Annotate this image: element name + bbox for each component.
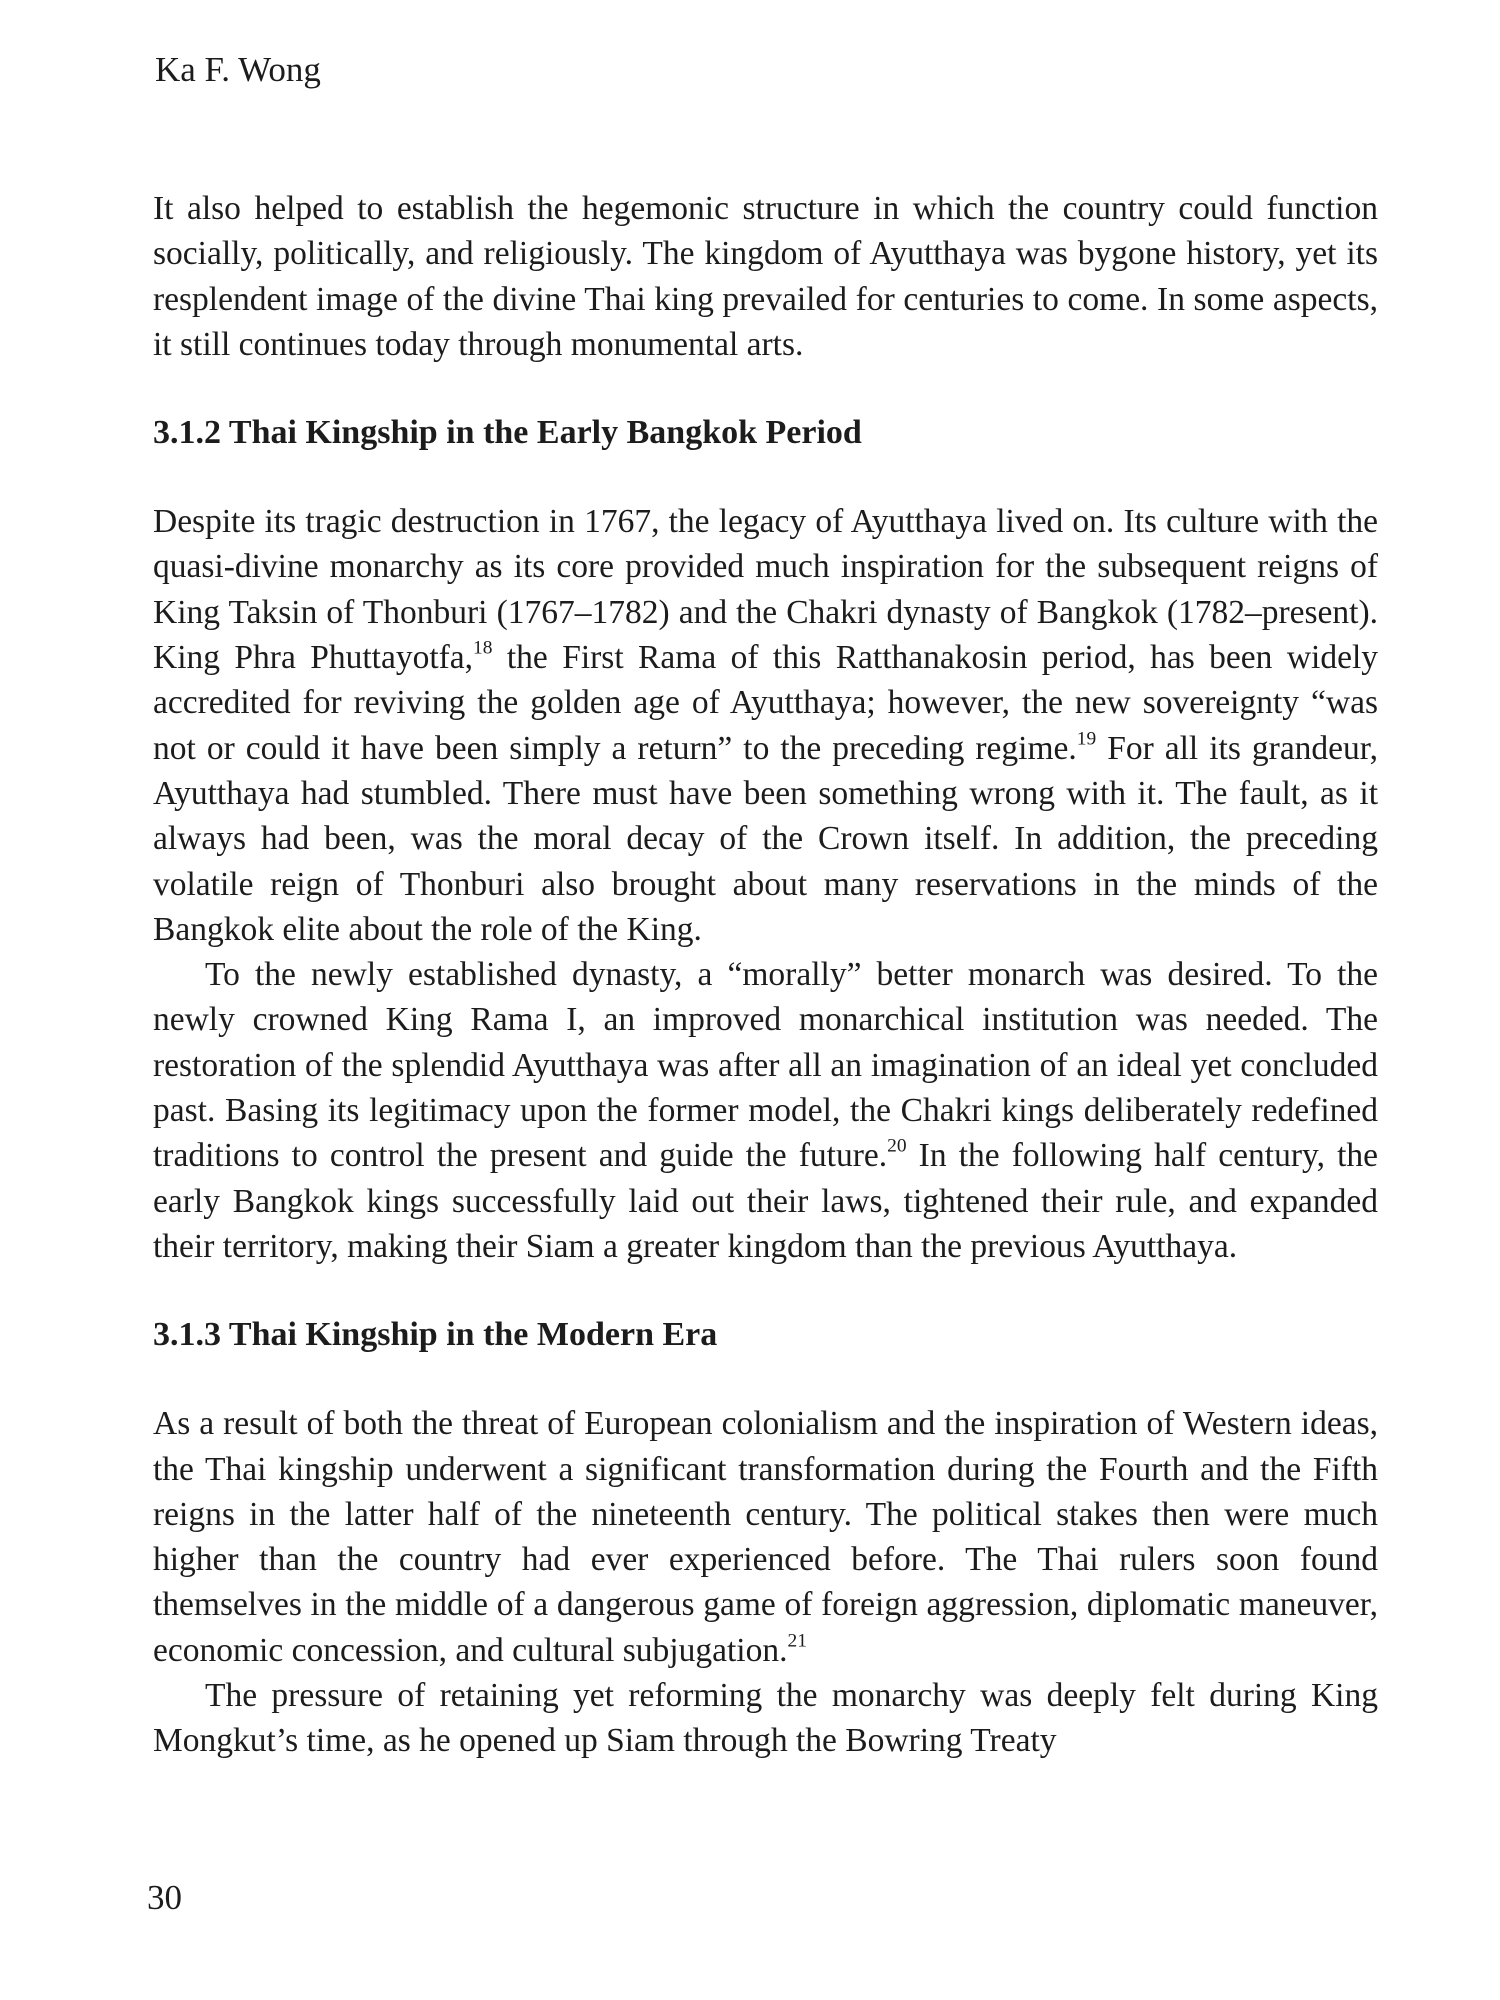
page-body xyxy=(153,186,1378,1764)
text-run: the First Rama of this Ratthanakosin period, has been widely accredited for reviving the golden age of Ayutthaya; however, the new sovereignty “was not or could it have been simply a return” to the preceding regime. xyxy=(153,639,1379,767)
footnote-ref-19: 19 xyxy=(1076,728,1097,750)
section-heading-early-bangkok: 3.1.2 Thai Kingship in the Early Bangkok Period xyxy=(153,414,862,452)
paragraph-mongkut: The pressure of retaining yet reforming the monarchy was deeply felt during King Mongkut’s time, as he opened up Siam through the Bowring Treaty xyxy=(153,1677,1378,1760)
footnote-ref-20: 20 xyxy=(887,1135,907,1157)
page-number: 30 xyxy=(147,1878,182,1917)
footnote-ref-21: 21 xyxy=(787,1630,807,1652)
paragraph-intro: It also helped to establish the hegemonic structure in which the country could function socially, politically, and religiously. The kingdom of Ayutthaya was bygone history, yet its resplendent image of the divine Thai king prevailed for centuries to come. In some aspects, it still continues today through monumental arts. xyxy=(153,190,1378,363)
footnote-ref-18: 18 xyxy=(473,637,493,659)
paragraph-ayutthaya-legacy xyxy=(153,499,1378,952)
section-heading-modern-era: 3.1.3 Thai Kingship in the Modern Era xyxy=(153,1316,718,1354)
paragraph-chakri-dynasty xyxy=(153,952,1378,1269)
running-head: Ka F. Wong xyxy=(155,50,321,89)
text-run: In the following half century, the early Bangkok kings successfully laid out their laws, tightened their rule, and expanded their territory, making their Siam a greater kingdom than the previous Ayutthaya. xyxy=(153,1137,1378,1265)
text-run: For all its grandeur, Ayutthaya had stumbled. There must have been something wrong with it. The fault, as it always had been, was the moral decay of the Crown itself. In addition, the preceding volatile reign of Thonburi also brought about many reservations in the minds of the Bangkok elite about the role of the King. xyxy=(153,729,1378,948)
text-run: To the newly established dynasty, a “morally” better monarch was desired. To the newly crowned King Rama I, an improved monarchical institution was needed. The restoration of the splendid Ayutthaya was after all an imagination of an ideal yet concluded past. Basing its legitimacy upon the former model, the Chakri kings deliberately redefined traditions to control the present and guide the future. xyxy=(153,956,1378,1175)
text-run: Despite its tragic destruction in 1767, the legacy of Ayutthaya lived on. Its culture with the quasi-divine monarchy as its core provided much inspiration for the subsequent reigns of King Taksin of Thonburi (1767–1782) and the Chakri dynasty of Bangkok (1782–present). King Phra Phuttayotfa, xyxy=(153,503,1378,677)
paragraph-european-colonialism xyxy=(153,1401,1378,1673)
text-run: As a result of both the threat of European colonialism and the inspiration of Western ideas, the Thai kingship underwent a significant transformation during the Fourth and the Fifth reigns in the latter half of the nineteenth century. The political stakes then were much higher than the country had ever experienced before. The Thai rulers soon found themselves in the middle of a dangerous game of foreign aggression, diplomatic maneuver, economic concession, and cultural subjugation. xyxy=(153,1405,1378,1669)
